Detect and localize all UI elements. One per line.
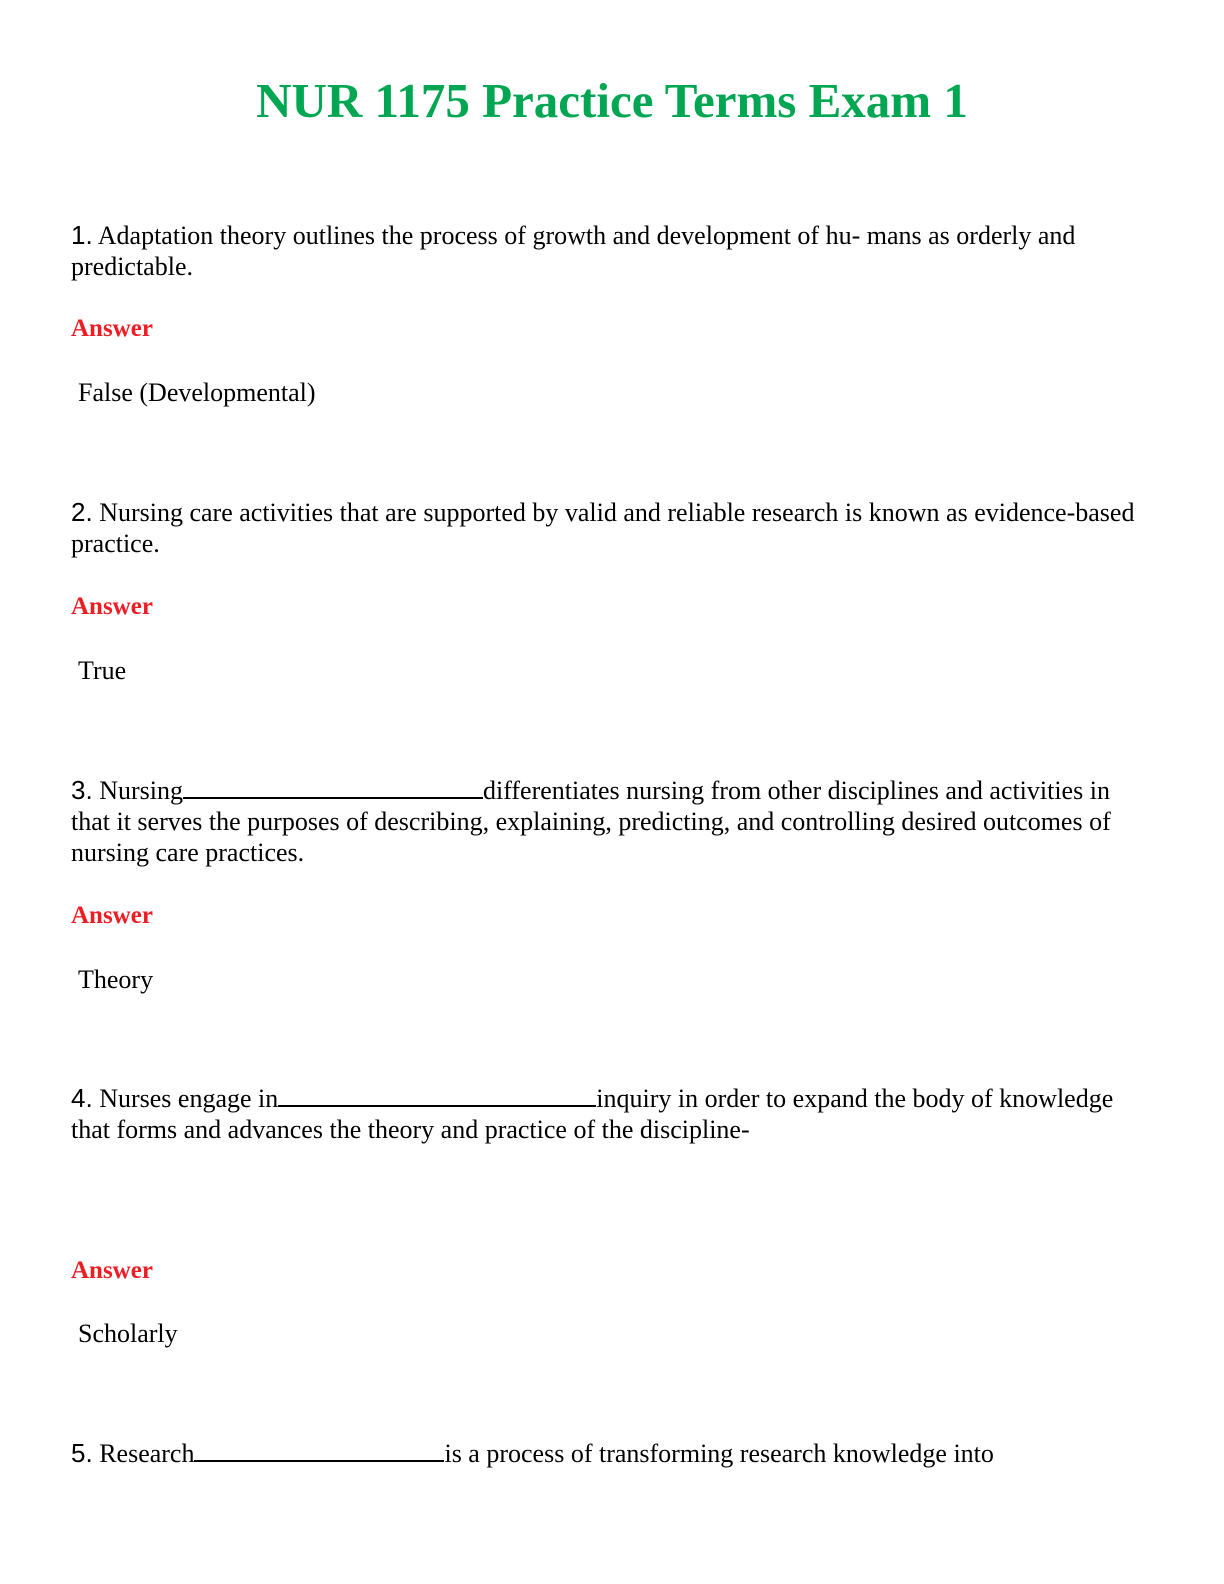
answer-label: Answer [71,315,153,342]
question-2 [71,497,1151,559]
question-4 [71,1083,1151,1145]
answer-text: False (Developmental) [78,378,316,407]
page-title: NUR 1175 Practice Terms Exam 1 [256,73,968,128]
question-text-before: Nursing [99,776,183,805]
question-5 [71,1438,1151,1469]
answer-text: Scholarly [78,1319,178,1348]
question-text-after: is a process of transforming research knowledge into [444,1439,994,1468]
question-number: 3. [71,775,93,805]
fill-in-blank [278,1083,596,1107]
question-text-before: Nurses engage in [99,1084,279,1113]
question-1 [71,220,1151,282]
answer-label: Answer [71,902,153,929]
question-text-after: differentiates nursing from other disciplines and activities in that it serves the purposes of describing, explaining, predicting, and controlling desired outcomes of nursing care practices. [71,776,1111,867]
question-number: 5. [71,1438,93,1468]
question-text: Nursing care activities that are supported by valid and reliable research is known as evidence-based practice. [71,498,1135,558]
answer-label: Answer [71,1257,153,1284]
fill-in-blank [194,1438,444,1462]
question-text-after: inquiry in order to expand the body of knowledge that forms and advances the theory and practice of the discipline- [71,1084,1114,1144]
answer-text: True [78,656,127,685]
answer-label: Answer [71,593,153,620]
question-number: 2. [71,497,93,527]
answer-text: Theory [78,965,154,994]
question-text: Adaptation theory outlines the process of growth and development of hu- mans as orderly and predictable. [71,221,1076,281]
question-number: 4. [71,1083,93,1113]
question-3 [71,775,1151,868]
question-number: 1. [71,220,93,250]
fill-in-blank [183,775,483,799]
question-text-before: Research [99,1439,195,1468]
